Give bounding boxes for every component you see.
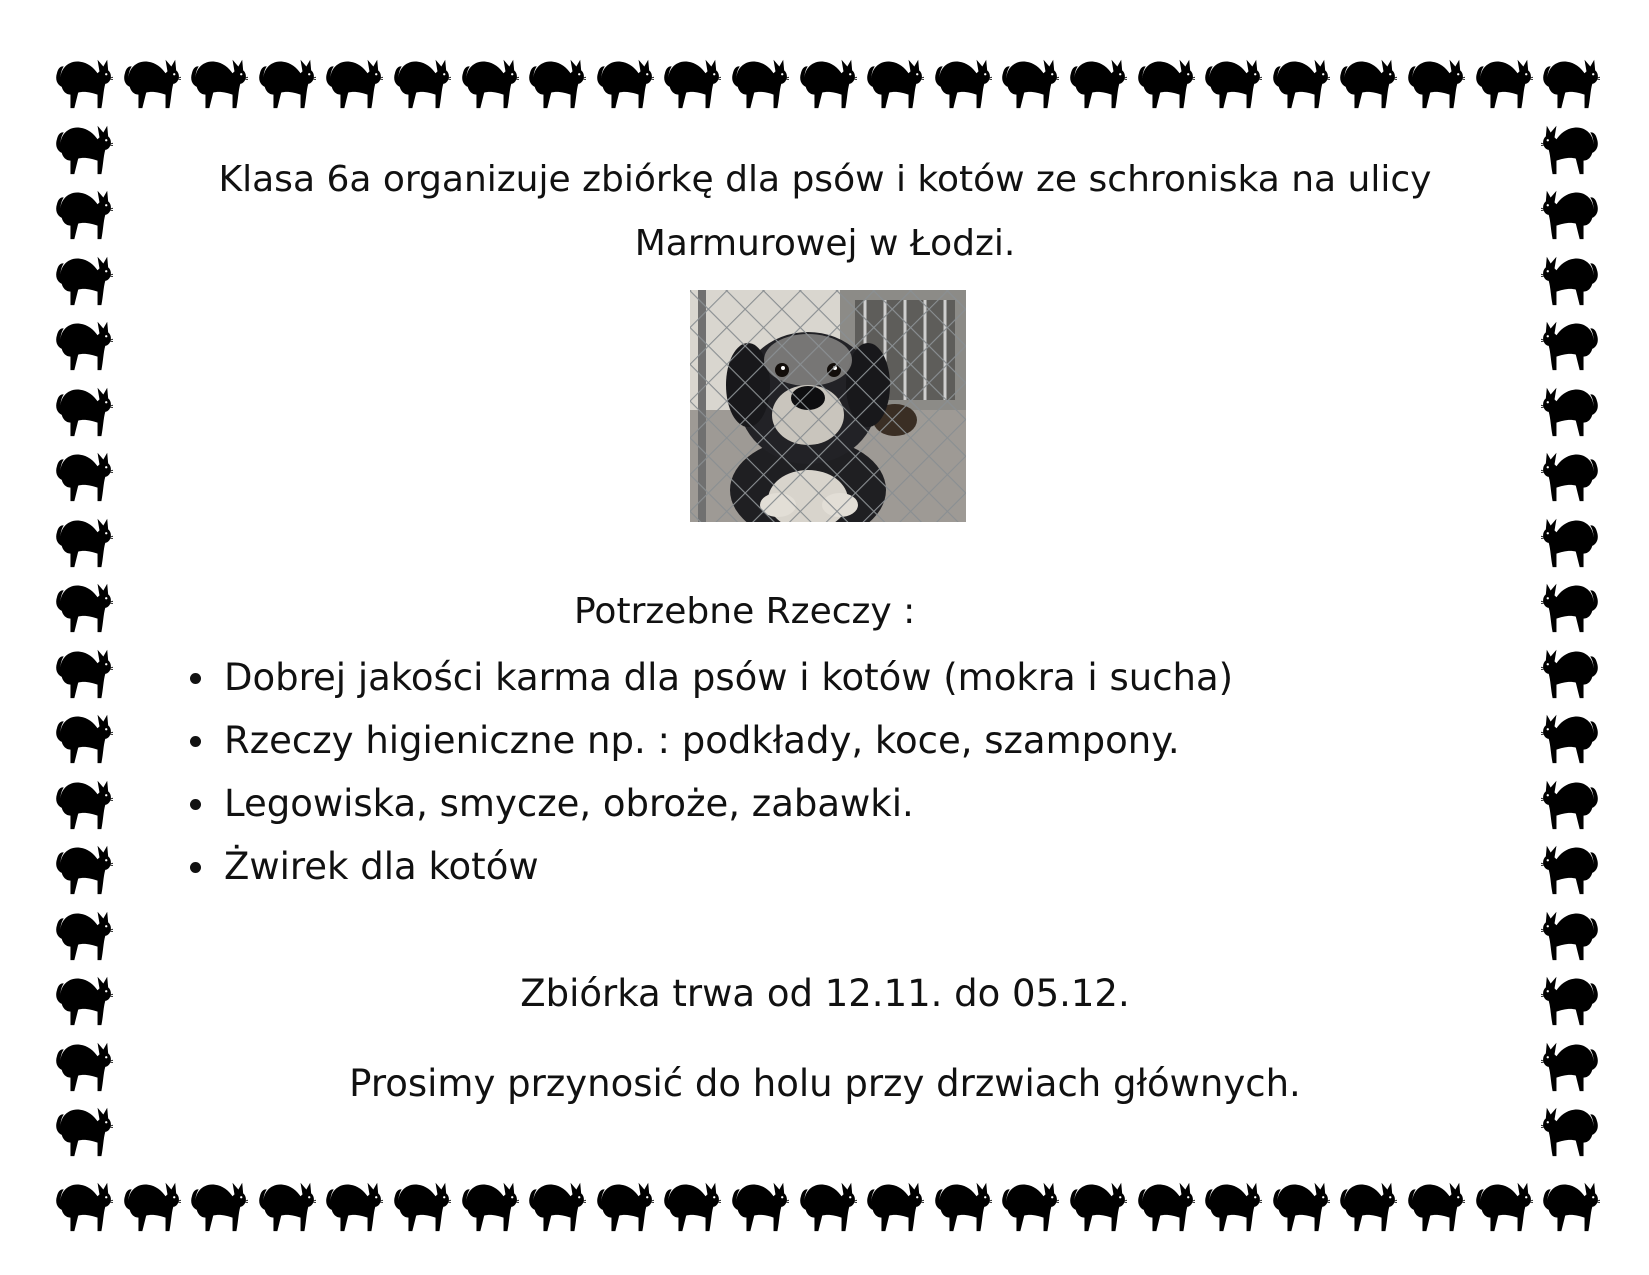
- black-cat-icon: [55, 183, 113, 243]
- black-cat-icon: [934, 52, 992, 112]
- black-cat-icon: [1272, 52, 1330, 112]
- black-cat-icon: [799, 1175, 857, 1235]
- black-cat-icon: [55, 1175, 113, 1235]
- black-cat-icon: [799, 52, 857, 112]
- collection-dates: Zbiórka trwa od 12.11. do 05.12.: [520, 972, 1130, 1015]
- needs-list: [184, 646, 1233, 898]
- black-cat-icon: [55, 576, 113, 636]
- black-cat-icon: [123, 52, 181, 112]
- black-cat-icon: [1475, 52, 1533, 112]
- black-cat-icon: [190, 52, 248, 112]
- black-cat-icon: [1204, 52, 1262, 112]
- black-cat-icon: [663, 52, 721, 112]
- list-item-text: Rzeczy higieniczne np. : podkłady, koce, szampony.: [224, 719, 1180, 762]
- black-cat-icon: [55, 314, 113, 374]
- black-cat-icon: [55, 52, 113, 112]
- black-cat-icon: [55, 1035, 113, 1095]
- black-cat-icon: [1541, 445, 1599, 505]
- black-cat-icon: [1541, 380, 1599, 440]
- black-cat-icon: [1541, 118, 1599, 178]
- black-cat-icon: [190, 1175, 248, 1235]
- black-cat-icon: [55, 838, 113, 898]
- black-cat-icon: [663, 1175, 721, 1235]
- black-cat-icon: [1475, 1175, 1533, 1235]
- black-cat-icon: [1541, 1035, 1599, 1095]
- black-cat-icon: [258, 52, 316, 112]
- black-cat-icon: [1541, 969, 1599, 1029]
- black-cat-icon: [866, 1175, 924, 1235]
- black-cat-icon: [1541, 642, 1599, 702]
- black-cat-icon: [55, 118, 113, 178]
- black-cat-icon: [1204, 1175, 1262, 1235]
- black-cat-icon: [1541, 773, 1599, 833]
- black-cat-icon: [55, 707, 113, 767]
- black-cat-icon: [1541, 838, 1599, 898]
- black-cat-icon: [1541, 511, 1599, 571]
- black-cat-icon: [731, 52, 789, 112]
- black-cat-icon: [1001, 52, 1059, 112]
- black-cat-icon: [461, 52, 519, 112]
- black-cat-icon: [1541, 249, 1599, 309]
- black-cat-icon: [55, 249, 113, 309]
- dropoff-instructions: Prosimy przynosić do holu przy drzwiach głównych.: [349, 1062, 1301, 1105]
- black-cat-icon: [1069, 52, 1127, 112]
- black-cat-icon: [866, 52, 924, 112]
- black-cat-icon: [55, 511, 113, 571]
- black-cat-icon: [1541, 314, 1599, 374]
- black-cat-icon: [596, 1175, 654, 1235]
- black-cat-icon: [55, 642, 113, 702]
- black-cat-icon: [1542, 1175, 1600, 1235]
- black-cat-icon: [1541, 1100, 1599, 1160]
- black-cat-icon: [1339, 52, 1397, 112]
- black-cat-icon: [1541, 576, 1599, 636]
- black-cat-icon: [1137, 52, 1195, 112]
- black-cat-icon: [393, 52, 451, 112]
- black-cat-icon: [55, 969, 113, 1029]
- black-cat-icon: [934, 1175, 992, 1235]
- black-cat-icon: [1272, 1175, 1330, 1235]
- black-cat-icon: [1339, 1175, 1397, 1235]
- bullet-icon: [190, 736, 201, 747]
- needs-heading: Potrzebne Rzeczy :: [574, 591, 916, 632]
- black-cat-icon: [1069, 1175, 1127, 1235]
- black-cat-icon: [596, 52, 654, 112]
- list-item-text: Dobrej jakości karma dla psów i kotów (mokra i sucha): [224, 656, 1234, 699]
- black-cat-icon: [731, 1175, 789, 1235]
- black-cat-icon: [55, 904, 113, 964]
- black-cat-icon: [528, 52, 586, 112]
- bullet-icon: [190, 862, 201, 873]
- list-item: [184, 835, 1233, 898]
- black-cat-icon: [325, 52, 383, 112]
- black-cat-icon: [55, 773, 113, 833]
- list-item: [184, 772, 1233, 835]
- list-item-text: Legowiska, smycze, obroże, zabawki.: [224, 782, 914, 825]
- black-cat-icon: [325, 1175, 383, 1235]
- black-cat-icon: [123, 1175, 181, 1235]
- black-cat-icon: [1541, 904, 1599, 964]
- black-cat-icon: [1542, 52, 1600, 112]
- list-item: [184, 709, 1233, 772]
- black-cat-icon: [461, 1175, 519, 1235]
- black-cat-icon: [55, 445, 113, 505]
- black-cat-icon: [1137, 1175, 1195, 1235]
- black-cat-icon: [1407, 1175, 1465, 1235]
- black-cat-icon: [1407, 52, 1465, 112]
- headline-line-1: Klasa 6a organizuje zbiórkę dla psów i kotów ze schroniska na ulicy: [218, 159, 1432, 200]
- black-cat-icon: [55, 1100, 113, 1160]
- black-cat-icon: [55, 380, 113, 440]
- bullet-icon: [190, 799, 201, 810]
- headline: [150, 148, 1500, 276]
- black-cat-icon: [528, 1175, 586, 1235]
- black-cat-icon: [258, 1175, 316, 1235]
- headline-line-2: Marmurowej w Łodzi.: [634, 223, 1016, 264]
- black-cat-icon: [1541, 707, 1599, 767]
- list-item: [184, 646, 1233, 709]
- black-cat-icon: [1541, 183, 1599, 243]
- bullet-icon: [190, 673, 201, 684]
- black-cat-icon: [1001, 1175, 1059, 1235]
- dog-photo: [690, 290, 966, 522]
- black-cat-icon: [393, 1175, 451, 1235]
- list-item-text: Żwirek dla kotów: [224, 845, 539, 888]
